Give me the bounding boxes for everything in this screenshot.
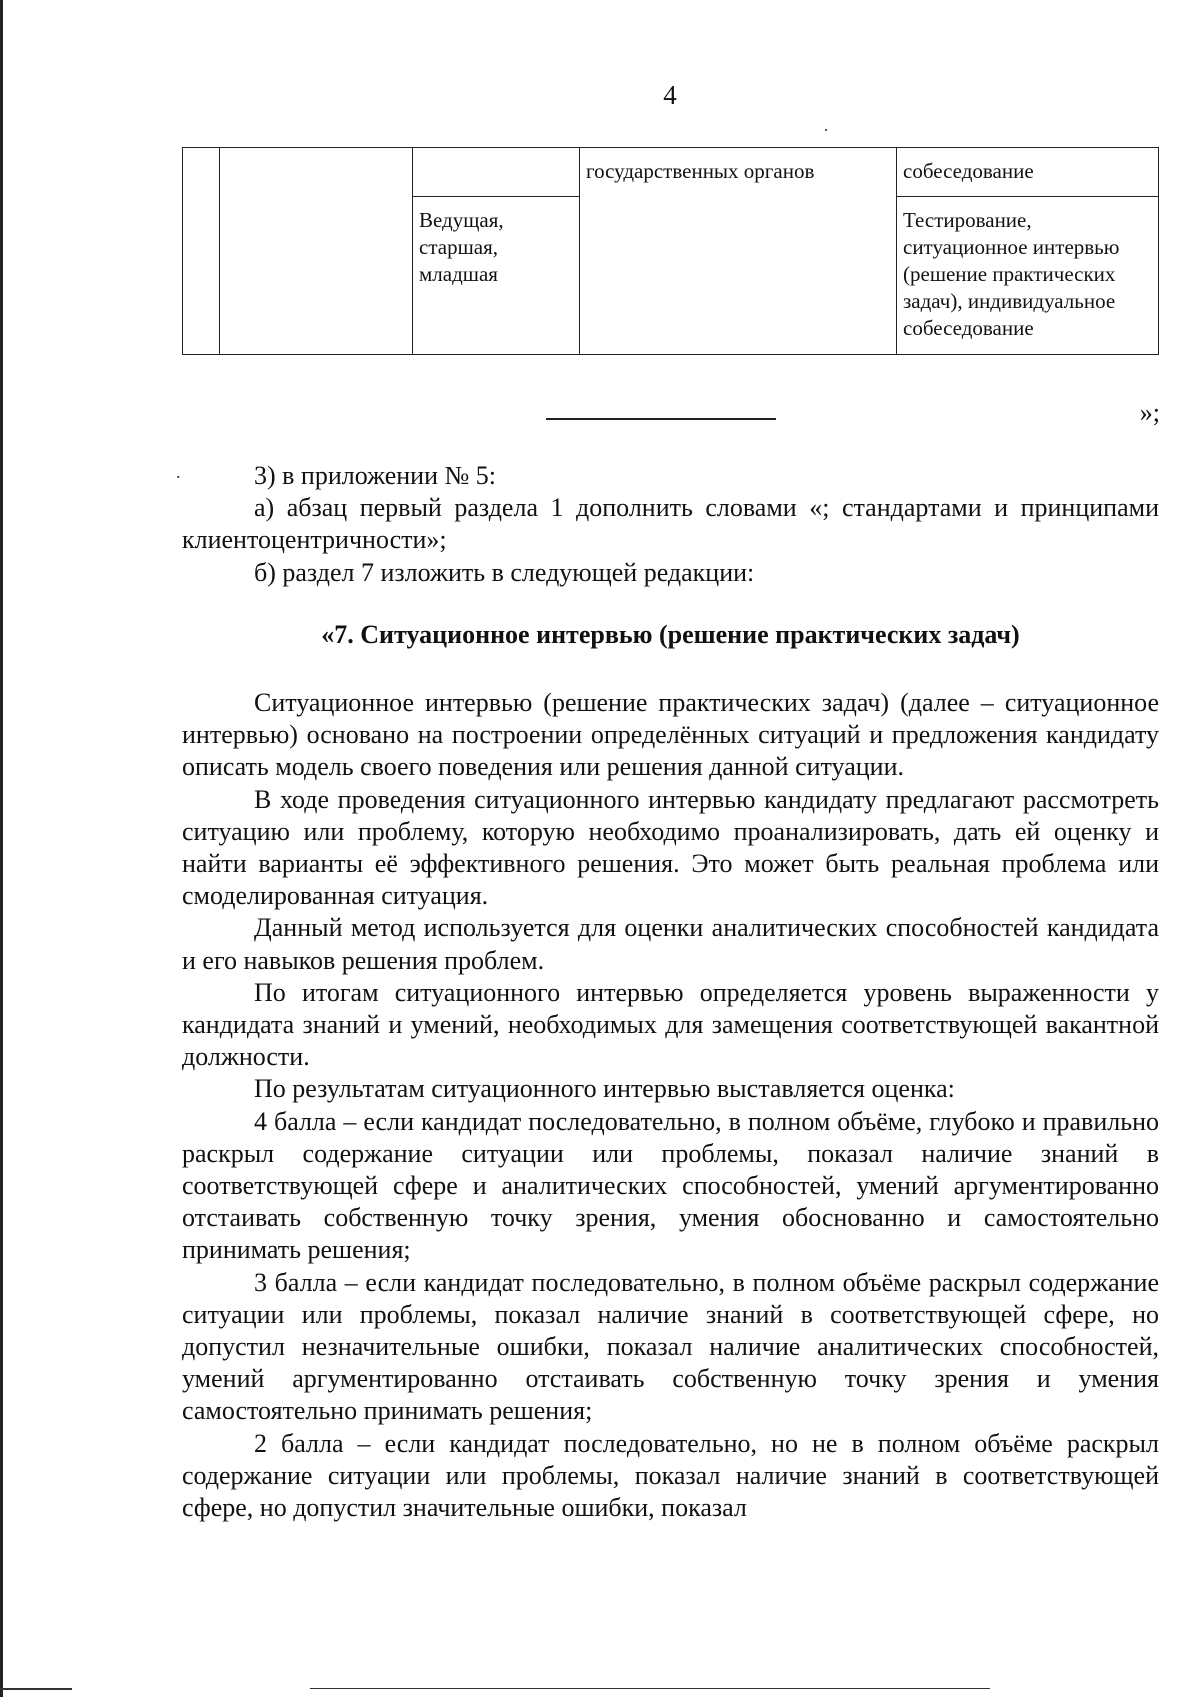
paragraph: В ходе проведения ситуационного интервью кандидату предлагают рассмотреть ситуацию или проблему, которую необходимо проанализировать, дать ей оценку и найти варианты её эффективного решения. Это может быть реальная проблема или смоделированная ситуация.	[182, 784, 1159, 911]
table-cell-method: собеседование	[897, 148, 1159, 197]
section-heading: «7. Ситуационное интервью (решение практических задач)	[321, 620, 1020, 649]
table-cell	[413, 148, 580, 197]
table-row	[183, 148, 1159, 197]
positions-table	[182, 147, 1159, 355]
table-cell-bodies: государственных органов	[580, 148, 897, 355]
scan-footer-rule	[310, 1688, 990, 1689]
paragraph: 2 балла – если кандидат последовательно, но не в полном объёме раскрыл содержание ситуации или проблемы, показал наличие знаний в соответствующей сфере, но допустил значительные ошибки, показал	[182, 1428, 1159, 1523]
amendment-item-b: б) раздел 7 изложить в следующей редакции:	[254, 557, 755, 587]
page-number: 4	[663, 80, 677, 110]
paragraph: По результатам ситуационного интервью выставляется оценка:	[254, 1074, 955, 1104]
section-body	[182, 687, 1159, 1524]
table-cell	[183, 148, 220, 355]
closing-rule	[546, 418, 776, 420]
amendment-items	[182, 460, 1159, 589]
scan-speck: ·	[823, 120, 829, 140]
table-cell-position-group: Ведущая, старшая, младшая	[413, 197, 580, 355]
table-cell-methods: Тестирование, ситуационное интервью (решение практических задач), индивидуальное собеседование	[897, 197, 1159, 355]
closing-quote: »;	[1139, 398, 1160, 427]
scan-footer-rule	[0, 1688, 72, 1690]
amendment-item-3: 3) в приложении № 5:	[254, 461, 497, 490]
paragraph: По итогам ситуационного интервью определяется уровень выраженности у кандидата знаний и умений, необходимых для замещения соответствующей вакантной должности.	[182, 977, 1159, 1072]
paragraph: Данный метод используется для оценки аналитических способностей кандидата и его навыков решения проблем.	[182, 913, 1159, 975]
paragraph: 4 балла – если кандидат последовательно, в полном объёме, глубоко и правильно раскрыл содержание ситуации или проблемы, показал наличие знаний в соответствующей сфере и аналитических способностей, умений аргументированно отстаивать собственную точку зрения, умения обоснованно и самостоятельно принимать решения;	[182, 1106, 1159, 1265]
paragraph: 3 балла – если кандидат последовательно, в полном объёме раскрыл содержание ситуации или проблемы, показал наличие знаний в соответствующей сфере, но допустил незначительные ошибки, показал наличие аналитических способностей, умений аргументированно отстаивать собственную точку зрения и умения самостоятельно принимать решения;	[182, 1267, 1159, 1426]
amendment-item-a: а) абзац первый раздела 1 дополнить словами «; стандартами и принципами клиентоцентричности»;	[182, 493, 1159, 555]
scan-left-edge	[0, 0, 3, 1697]
paragraph: Ситуационное интервью (решение практических задач) (далее – ситуационное интервью) основано на построении определённых ситуаций и предложения кандидату описать модель своего поведения или решения данной ситуации.	[182, 688, 1159, 782]
table-cell	[220, 148, 413, 355]
scan-speck: .	[176, 462, 181, 482]
